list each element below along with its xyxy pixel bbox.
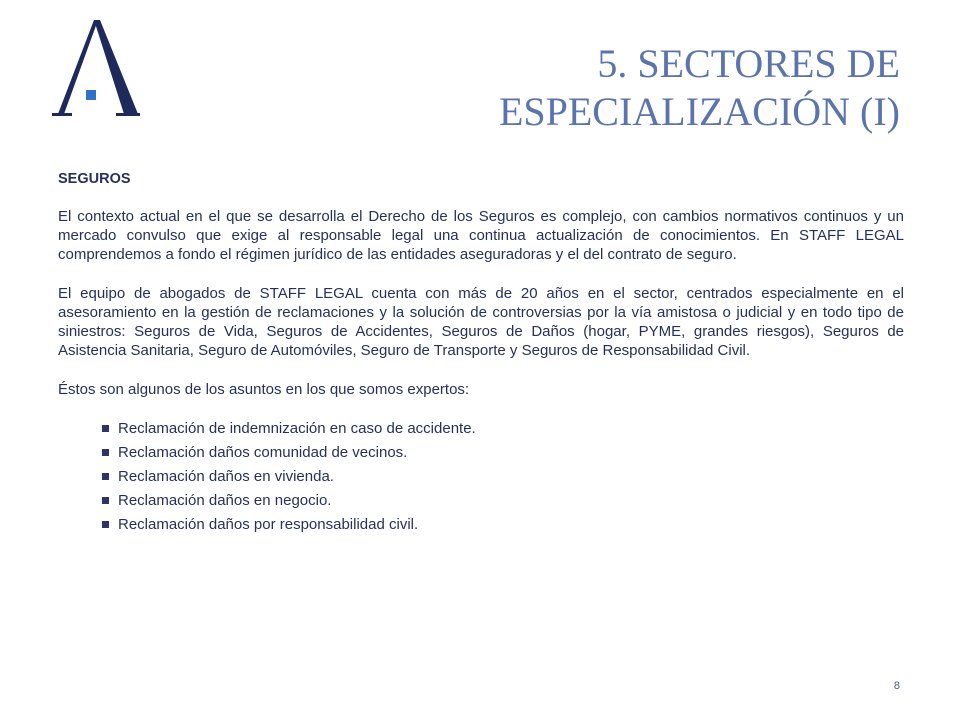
firm-logo-A-icon: [50, 18, 142, 118]
list-item-text: Reclamación daños en negocio.: [118, 492, 332, 509]
list-item-text: Reclamación daños en vivienda.: [118, 468, 334, 485]
paragraph-context: El contexto actual en el que se desarrolla el Derecho de los Seguros es complejo, con cambios normativos continuos y un mercado convulso que exige al responsable legal una continua actualización de conocimientos. En STAFF LEGAL comprendemos a fondo el régimen jurídico de las entidades aseguradoras y el del contrato de seguro.: [58, 208, 904, 263]
square-bullet-icon: [102, 425, 109, 432]
main-content: [58, 170, 904, 539]
list-item-text: Reclamación daños por responsabilidad civil.: [118, 516, 419, 533]
paragraph-intro-list: Éstos son algunos de los asuntos en los que somos expertos:: [58, 381, 470, 398]
page-title: [200, 40, 900, 136]
square-bullet-icon: [102, 497, 109, 504]
list-item: [102, 443, 904, 462]
square-bullet-icon: [102, 521, 109, 528]
list-item: [102, 419, 904, 438]
list-item: [102, 467, 904, 486]
square-bullet-icon: [102, 473, 109, 480]
list-item-text: Reclamación de indemnización en caso de accidente.: [118, 420, 476, 437]
list-item: [102, 515, 904, 534]
title-line-1: 5. SECTORES DE: [597, 41, 900, 86]
paragraph-team: El equipo de abogados de STAFF LEGAL cuenta con más de 20 años en el sector, centrados especialmente en el asesoramiento en la gestión de reclamaciones y la solución de controversias por la vía amistosa o judicial y en todo tipo de siniestros: Seguros de Vida, Seguros de Accidentes, Seguros de Daños (hogar, PYME, grandes riesgos), Seguros de Asistencia Sanitaria, Seguro de Automóviles, Seguro de Transporte y Seguros de Responsabilidad Civil.: [58, 285, 904, 359]
page-number: 8: [893, 680, 900, 692]
title-line-2: ESPECIALIZACIÓN (I): [498, 89, 900, 134]
list-item-text: Reclamación daños comunidad de vecinos.: [118, 444, 408, 461]
square-bullet-icon: [102, 449, 109, 456]
section-heading: SEGUROS: [58, 171, 131, 187]
list-item: [102, 491, 904, 510]
bullet-list: [58, 419, 904, 534]
